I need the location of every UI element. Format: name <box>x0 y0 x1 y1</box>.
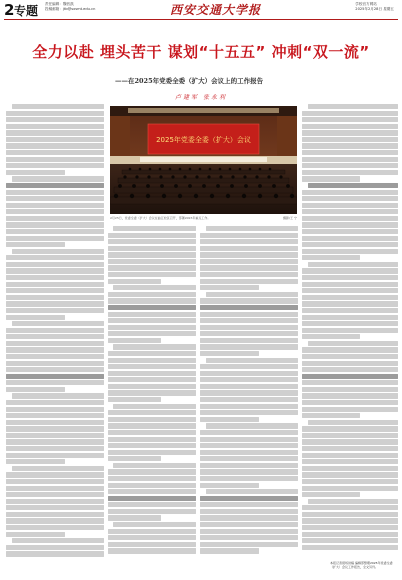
text-line <box>6 268 104 273</box>
text-line <box>200 450 298 455</box>
text-line <box>108 239 196 244</box>
meeting-photo <box>110 106 297 214</box>
text-line <box>302 190 398 195</box>
text-line <box>200 259 298 264</box>
text-line <box>200 542 298 547</box>
text-line <box>200 496 298 501</box>
text-line <box>113 344 196 349</box>
body-column-4 <box>302 104 398 556</box>
text-line <box>302 367 398 372</box>
text-line <box>6 288 104 293</box>
text-line <box>108 496 196 501</box>
text-line <box>6 308 104 313</box>
text-line <box>6 433 104 438</box>
text-line <box>6 525 104 530</box>
text-line <box>302 459 398 464</box>
text-line <box>200 318 298 323</box>
text-line <box>6 479 104 484</box>
text-line <box>302 426 398 431</box>
text-line <box>200 239 298 244</box>
text-line <box>200 233 298 238</box>
text-line <box>308 499 398 504</box>
date-info <box>355 2 394 12</box>
text-line <box>302 393 398 398</box>
text-line <box>108 265 196 270</box>
text-line <box>200 469 298 474</box>
text-line <box>6 137 104 142</box>
text-line <box>302 446 398 451</box>
text-line <box>6 328 104 333</box>
text-line <box>108 279 161 284</box>
photo-credit: 摄影/王 宁 <box>283 216 297 220</box>
text-line <box>302 512 398 517</box>
text-line <box>108 305 196 310</box>
text-line <box>6 183 104 188</box>
text-line <box>113 285 196 290</box>
text-line <box>108 377 196 382</box>
text-line <box>200 312 298 317</box>
text-line <box>302 150 398 155</box>
text-line <box>200 285 259 290</box>
text-line <box>200 476 298 481</box>
text-line <box>302 439 398 444</box>
text-line <box>6 255 104 260</box>
article-headline: 全力以赴 埋头苦干 谋划“十五五” 冲刺“双一流” <box>32 43 370 61</box>
text-line <box>200 272 298 277</box>
text-line <box>302 176 360 181</box>
text-line <box>200 298 298 303</box>
text-line <box>12 176 104 181</box>
text-line <box>108 351 196 356</box>
text-line <box>302 380 398 385</box>
text-line <box>302 301 398 306</box>
text-line <box>6 163 104 168</box>
text-line <box>302 137 398 142</box>
text-line <box>302 130 398 135</box>
text-line <box>6 124 104 129</box>
text-line <box>200 390 298 395</box>
text-line <box>113 226 196 231</box>
issue-date: 2025年2月28日 星期五 <box>355 7 394 11</box>
text-line <box>302 288 398 293</box>
text-line <box>6 492 104 497</box>
text-line <box>200 410 298 415</box>
text-line <box>302 453 398 458</box>
text-line <box>12 104 104 109</box>
text-line <box>108 535 196 540</box>
text-line <box>6 453 104 458</box>
text-line <box>12 321 104 326</box>
text-line <box>302 157 398 162</box>
text-line <box>108 417 196 422</box>
text-line <box>302 203 398 208</box>
text-line <box>200 502 298 507</box>
text-line <box>200 344 298 349</box>
text-line <box>108 450 196 455</box>
text-line <box>302 472 398 477</box>
text-line <box>108 325 196 330</box>
text-line <box>6 532 65 537</box>
text-line <box>6 216 104 221</box>
text-line <box>6 157 104 162</box>
text-line <box>6 117 104 122</box>
text-line <box>302 328 398 333</box>
text-line <box>302 545 398 550</box>
text-line <box>302 111 398 116</box>
text-line <box>6 407 104 412</box>
text-line <box>200 443 298 448</box>
text-line <box>6 413 104 418</box>
text-line <box>6 499 104 504</box>
text-line <box>6 190 104 195</box>
text-line <box>302 413 360 418</box>
text-line <box>6 334 104 339</box>
text-line <box>200 548 259 553</box>
text-line <box>302 492 360 497</box>
text-line <box>302 315 398 320</box>
text-line <box>302 216 398 221</box>
text-line <box>302 268 398 273</box>
text-line <box>200 325 298 330</box>
text-line <box>6 262 104 267</box>
text-line <box>302 400 398 405</box>
header-divider <box>4 19 398 20</box>
text-line <box>108 246 196 251</box>
text-line <box>302 242 398 247</box>
text-line <box>113 404 196 409</box>
text-line <box>108 469 196 474</box>
text-line <box>108 371 196 376</box>
text-line <box>6 518 104 523</box>
text-line <box>108 483 196 488</box>
text-line <box>302 321 398 326</box>
text-line <box>302 538 398 543</box>
text-line <box>6 315 65 320</box>
text-line <box>302 466 398 471</box>
text-line <box>302 229 398 234</box>
text-line <box>108 515 161 520</box>
text-line <box>302 295 398 300</box>
text-line <box>308 104 398 109</box>
text-line <box>6 229 104 234</box>
text-line <box>308 341 398 346</box>
text-line <box>302 282 398 287</box>
text-line <box>200 384 298 389</box>
text-line <box>200 404 298 409</box>
text-line <box>200 279 298 284</box>
text-line <box>108 423 196 428</box>
article-subtitle: ——在2025年党委全委（扩大）会议上的工作报告 <box>115 77 264 85</box>
text-line <box>200 529 298 534</box>
text-line <box>302 518 398 523</box>
text-line <box>113 522 196 527</box>
footer-note: 本报记者现场供稿 编辑部整理2025年党委全委（扩大）会议工作报告，全文另刊。 <box>330 561 393 569</box>
text-line <box>200 364 298 369</box>
text-line <box>6 150 104 155</box>
text-line <box>200 305 298 310</box>
text-line <box>200 397 298 402</box>
text-line <box>108 338 161 343</box>
body-column-3 <box>200 226 298 560</box>
text-line <box>108 331 196 336</box>
text-line <box>206 423 298 428</box>
text-line <box>200 535 298 540</box>
text-line <box>108 437 196 442</box>
text-line <box>108 384 196 389</box>
text-line <box>200 430 298 435</box>
text-line <box>200 509 298 514</box>
text-line <box>6 472 104 477</box>
text-line <box>6 361 104 366</box>
text-line <box>302 170 398 175</box>
text-line <box>6 387 65 392</box>
submission-email: 投稿邮箱：jtb@sxsmt.edu.cn <box>45 7 96 11</box>
page-header <box>0 0 402 20</box>
text-line <box>200 246 298 251</box>
text-line <box>200 331 298 336</box>
text-line <box>6 282 104 287</box>
text-line <box>6 111 104 116</box>
text-line <box>302 374 398 379</box>
text-line <box>108 529 196 534</box>
text-line <box>302 308 398 313</box>
text-line <box>302 196 398 201</box>
text-line <box>200 463 298 468</box>
text-line <box>206 292 298 297</box>
text-line <box>6 545 104 550</box>
article-byline: 卢建军 张永利 <box>175 94 227 101</box>
text-line <box>308 420 398 425</box>
body-column-2 <box>108 226 196 560</box>
text-line <box>108 443 196 448</box>
text-line <box>6 295 104 300</box>
text-line <box>108 397 161 402</box>
text-line <box>302 433 398 438</box>
text-line <box>6 426 104 431</box>
caption-text: 2月25日，党委全委（扩大）会议在曲江校区召开，部署2025年重点工作。 <box>110 216 211 220</box>
text-line <box>200 437 298 442</box>
text-line <box>302 117 398 122</box>
text-line <box>206 489 298 494</box>
text-line <box>12 466 104 471</box>
text-line <box>308 262 398 267</box>
text-line <box>302 249 398 254</box>
text-line <box>200 483 259 488</box>
text-line <box>108 456 161 461</box>
text-line <box>6 341 104 346</box>
text-line <box>302 255 360 260</box>
text-line <box>108 358 196 363</box>
text-line <box>6 459 65 464</box>
text-line <box>6 486 104 491</box>
text-line <box>302 163 398 168</box>
text-line <box>6 209 104 214</box>
text-line <box>108 292 196 297</box>
text-line <box>302 486 398 491</box>
text-line <box>6 222 104 227</box>
editor-info <box>45 2 95 12</box>
newspaper-masthead: 西安交通大学报 <box>170 3 262 17</box>
text-line <box>108 548 196 553</box>
text-line <box>302 209 398 214</box>
text-line <box>302 532 398 537</box>
text-line <box>302 347 398 352</box>
text-line <box>108 233 196 238</box>
text-line <box>6 512 104 517</box>
text-line <box>108 410 196 415</box>
text-line <box>308 183 398 188</box>
text-line <box>108 390 196 395</box>
text-line <box>108 509 196 514</box>
text-line <box>108 252 196 257</box>
text-line <box>6 236 104 241</box>
text-line <box>108 476 196 481</box>
text-line <box>302 124 398 129</box>
text-line <box>302 222 398 227</box>
text-line <box>108 312 196 317</box>
text-line <box>6 354 104 359</box>
text-line <box>6 380 104 385</box>
text-line <box>302 143 398 148</box>
text-line <box>302 236 398 241</box>
text-line <box>200 265 298 270</box>
text-line <box>6 367 104 372</box>
text-line <box>12 538 104 543</box>
text-line <box>200 417 259 422</box>
text-line <box>108 489 196 494</box>
text-line <box>108 542 196 547</box>
text-line <box>200 351 259 356</box>
text-line <box>6 400 104 405</box>
text-line <box>200 515 298 520</box>
text-line <box>6 374 104 379</box>
text-line <box>6 347 104 352</box>
text-line <box>6 301 104 306</box>
text-line <box>6 551 104 556</box>
page-number: 2 <box>4 1 14 19</box>
text-line <box>6 242 65 247</box>
text-line <box>6 505 104 510</box>
body-column-1 <box>6 104 104 560</box>
text-line <box>200 522 298 527</box>
text-line <box>6 130 104 135</box>
text-line <box>200 338 298 343</box>
text-line <box>200 456 298 461</box>
text-line <box>6 446 104 451</box>
text-line <box>200 371 298 376</box>
text-line <box>12 249 104 254</box>
text-line <box>6 170 65 175</box>
text-line <box>108 272 196 277</box>
text-line <box>200 377 298 382</box>
photo-caption <box>110 216 297 220</box>
text-line <box>6 143 104 148</box>
text-line <box>6 275 104 280</box>
text-line <box>302 275 398 280</box>
text-line <box>302 334 360 339</box>
text-line <box>302 479 398 484</box>
website-label: 学校官方网站 <box>355 2 377 6</box>
text-line <box>302 387 398 392</box>
text-line <box>108 364 196 369</box>
text-line <box>6 439 104 444</box>
text-line <box>6 203 104 208</box>
text-line <box>108 259 196 264</box>
text-line <box>113 463 196 468</box>
text-line <box>200 252 298 257</box>
text-line <box>206 226 298 231</box>
text-line <box>6 196 104 201</box>
text-line <box>108 430 196 435</box>
text-line <box>302 525 398 530</box>
text-line <box>302 407 398 412</box>
section-title: 专题 <box>14 4 39 18</box>
text-line <box>302 505 398 510</box>
text-line <box>12 393 104 398</box>
text-line <box>206 358 298 363</box>
photo-banner-text: 2025年党委全委（扩大）会议 <box>156 136 251 144</box>
text-line <box>302 354 398 359</box>
editor-name: 责任编辑：魏晋凯 <box>45 2 74 6</box>
meeting-hall-image <box>110 106 297 214</box>
text-line <box>108 318 196 323</box>
text-line <box>302 361 398 366</box>
text-line <box>108 502 196 507</box>
text-line <box>108 298 196 303</box>
text-line <box>6 420 104 425</box>
